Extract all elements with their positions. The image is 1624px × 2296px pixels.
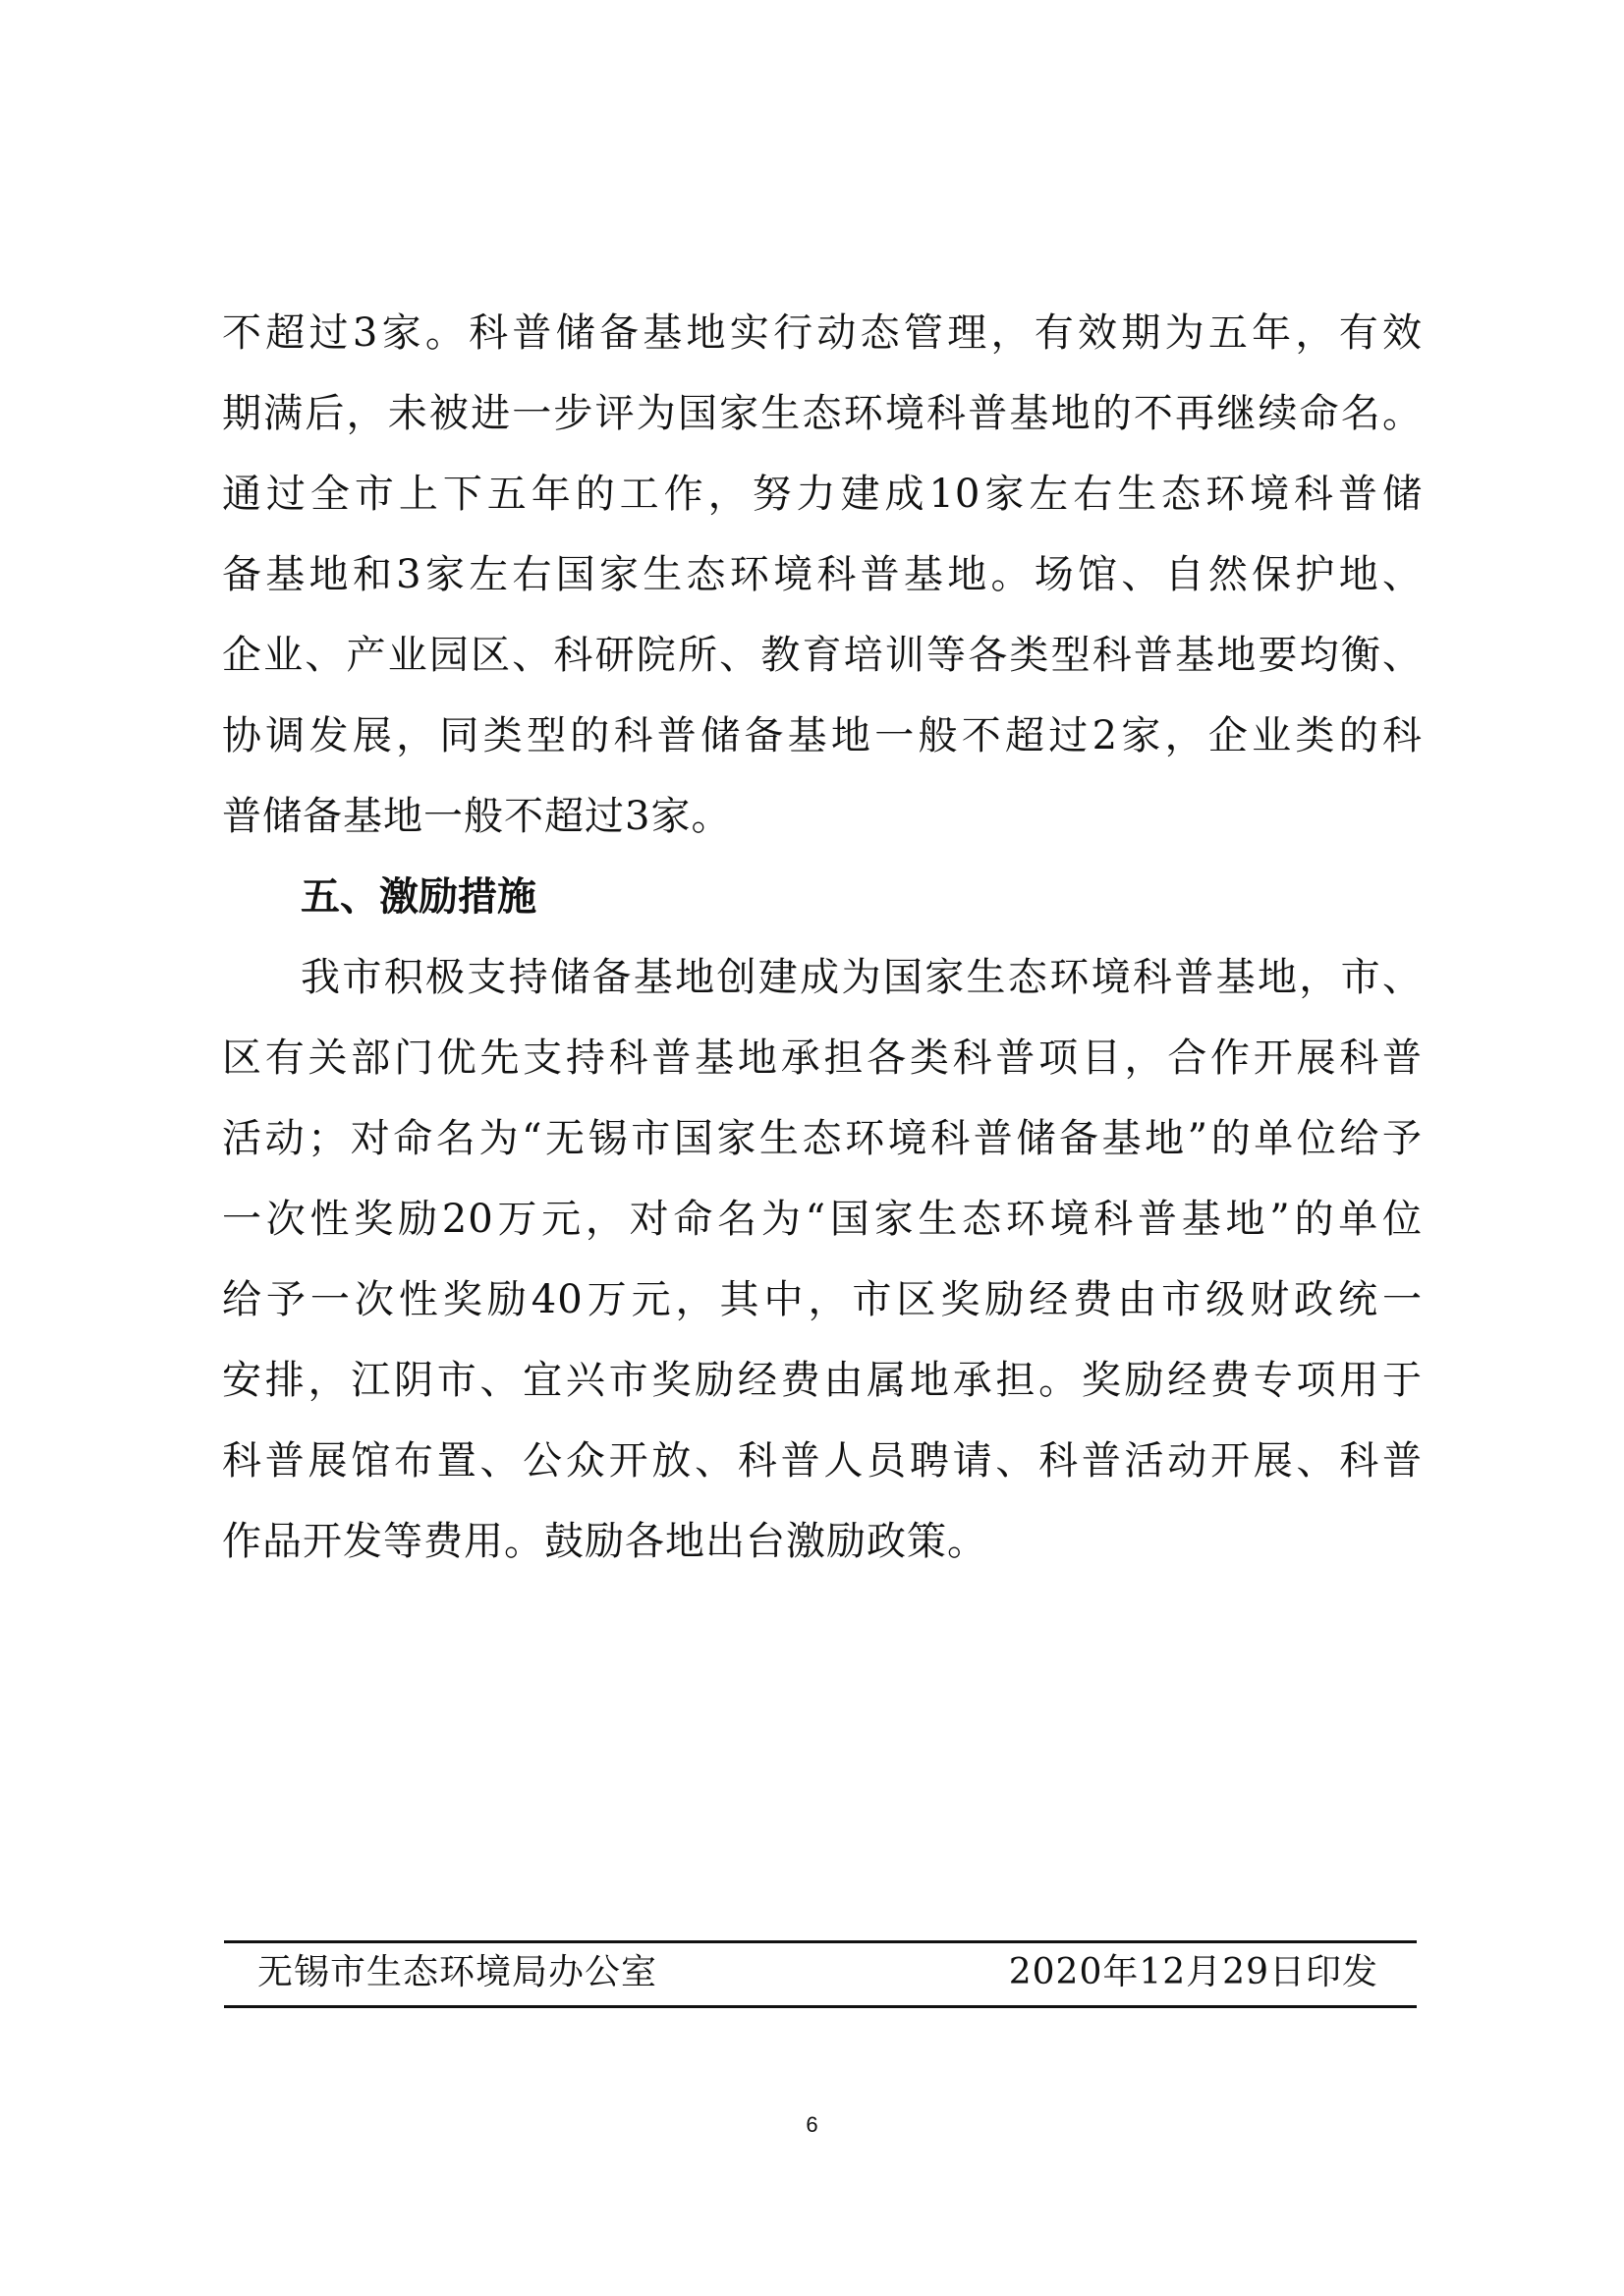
document-body [222,293,1423,1582]
footer-bottom-divider [224,2005,1417,2008]
page-number: 6 [806,2112,818,2137]
paragraph-line: 通过全市上下五年的工作，努力建成10家左右生态环境科普储 [222,472,1423,517]
paragraph-line: 协调发展，同类型的科普储备基地一般不超过2家，企业类的科 [222,713,1423,758]
paragraph-line: 期满后，未被进一步评为国家生态环境科普基地的不再继续命名。 [222,391,1423,436]
paragraph-line: 企业、产业园区、科研院所、教育培训等各类型科普基地要均衡、 [222,633,1423,678]
paragraph-line: 一次性奖励20万元，对命名为“国家生态环境科普基地”的单位 [222,1197,1423,1242]
paragraph-line: 我市积极支持储备基地创建成为国家生态环境科普基地，市、 [301,955,1423,1000]
paragraph-line: 备基地和3家左右国家生态环境科普基地。场馆、自然保护地、 [222,552,1423,597]
paragraph-line: 区有关部门优先支持科普基地承担各类科普项目，合作开展科普 [222,1036,1423,1081]
paragraph-line: 安排，江阴市、宜兴市奖励经费由属地承担。奖励经费专项用于 [222,1358,1423,1403]
section-heading: 五、激励措施 [301,874,536,920]
paragraph-line: 科普展馆布置、公众开放、科普人员聘请、科普活动开展、科普 [222,1438,1423,1484]
issue-date: 2020年12月29日印发 [1008,1952,1378,1992]
paragraph-line: 活动；对命名为“无锡市国家生态环境科普储备基地”的单位给予 [222,1116,1423,1161]
paragraph-line: 普储备基地一般不超过3家。 [222,794,732,839]
paragraph-line: 不超过3家。科普储备基地实行动态管理，有效期为五年，有效 [222,310,1423,356]
issuing-office: 无锡市生态环境局办公室 [257,1952,658,1992]
footer-top-divider [224,1940,1417,1943]
paragraph-line: 作品开发等费用。鼓励各地出台激励政策。 [222,1519,987,1564]
paragraph-line: 给予一次性奖励40万元，其中，市区奖励经费由市级财政统一 [222,1277,1423,1322]
